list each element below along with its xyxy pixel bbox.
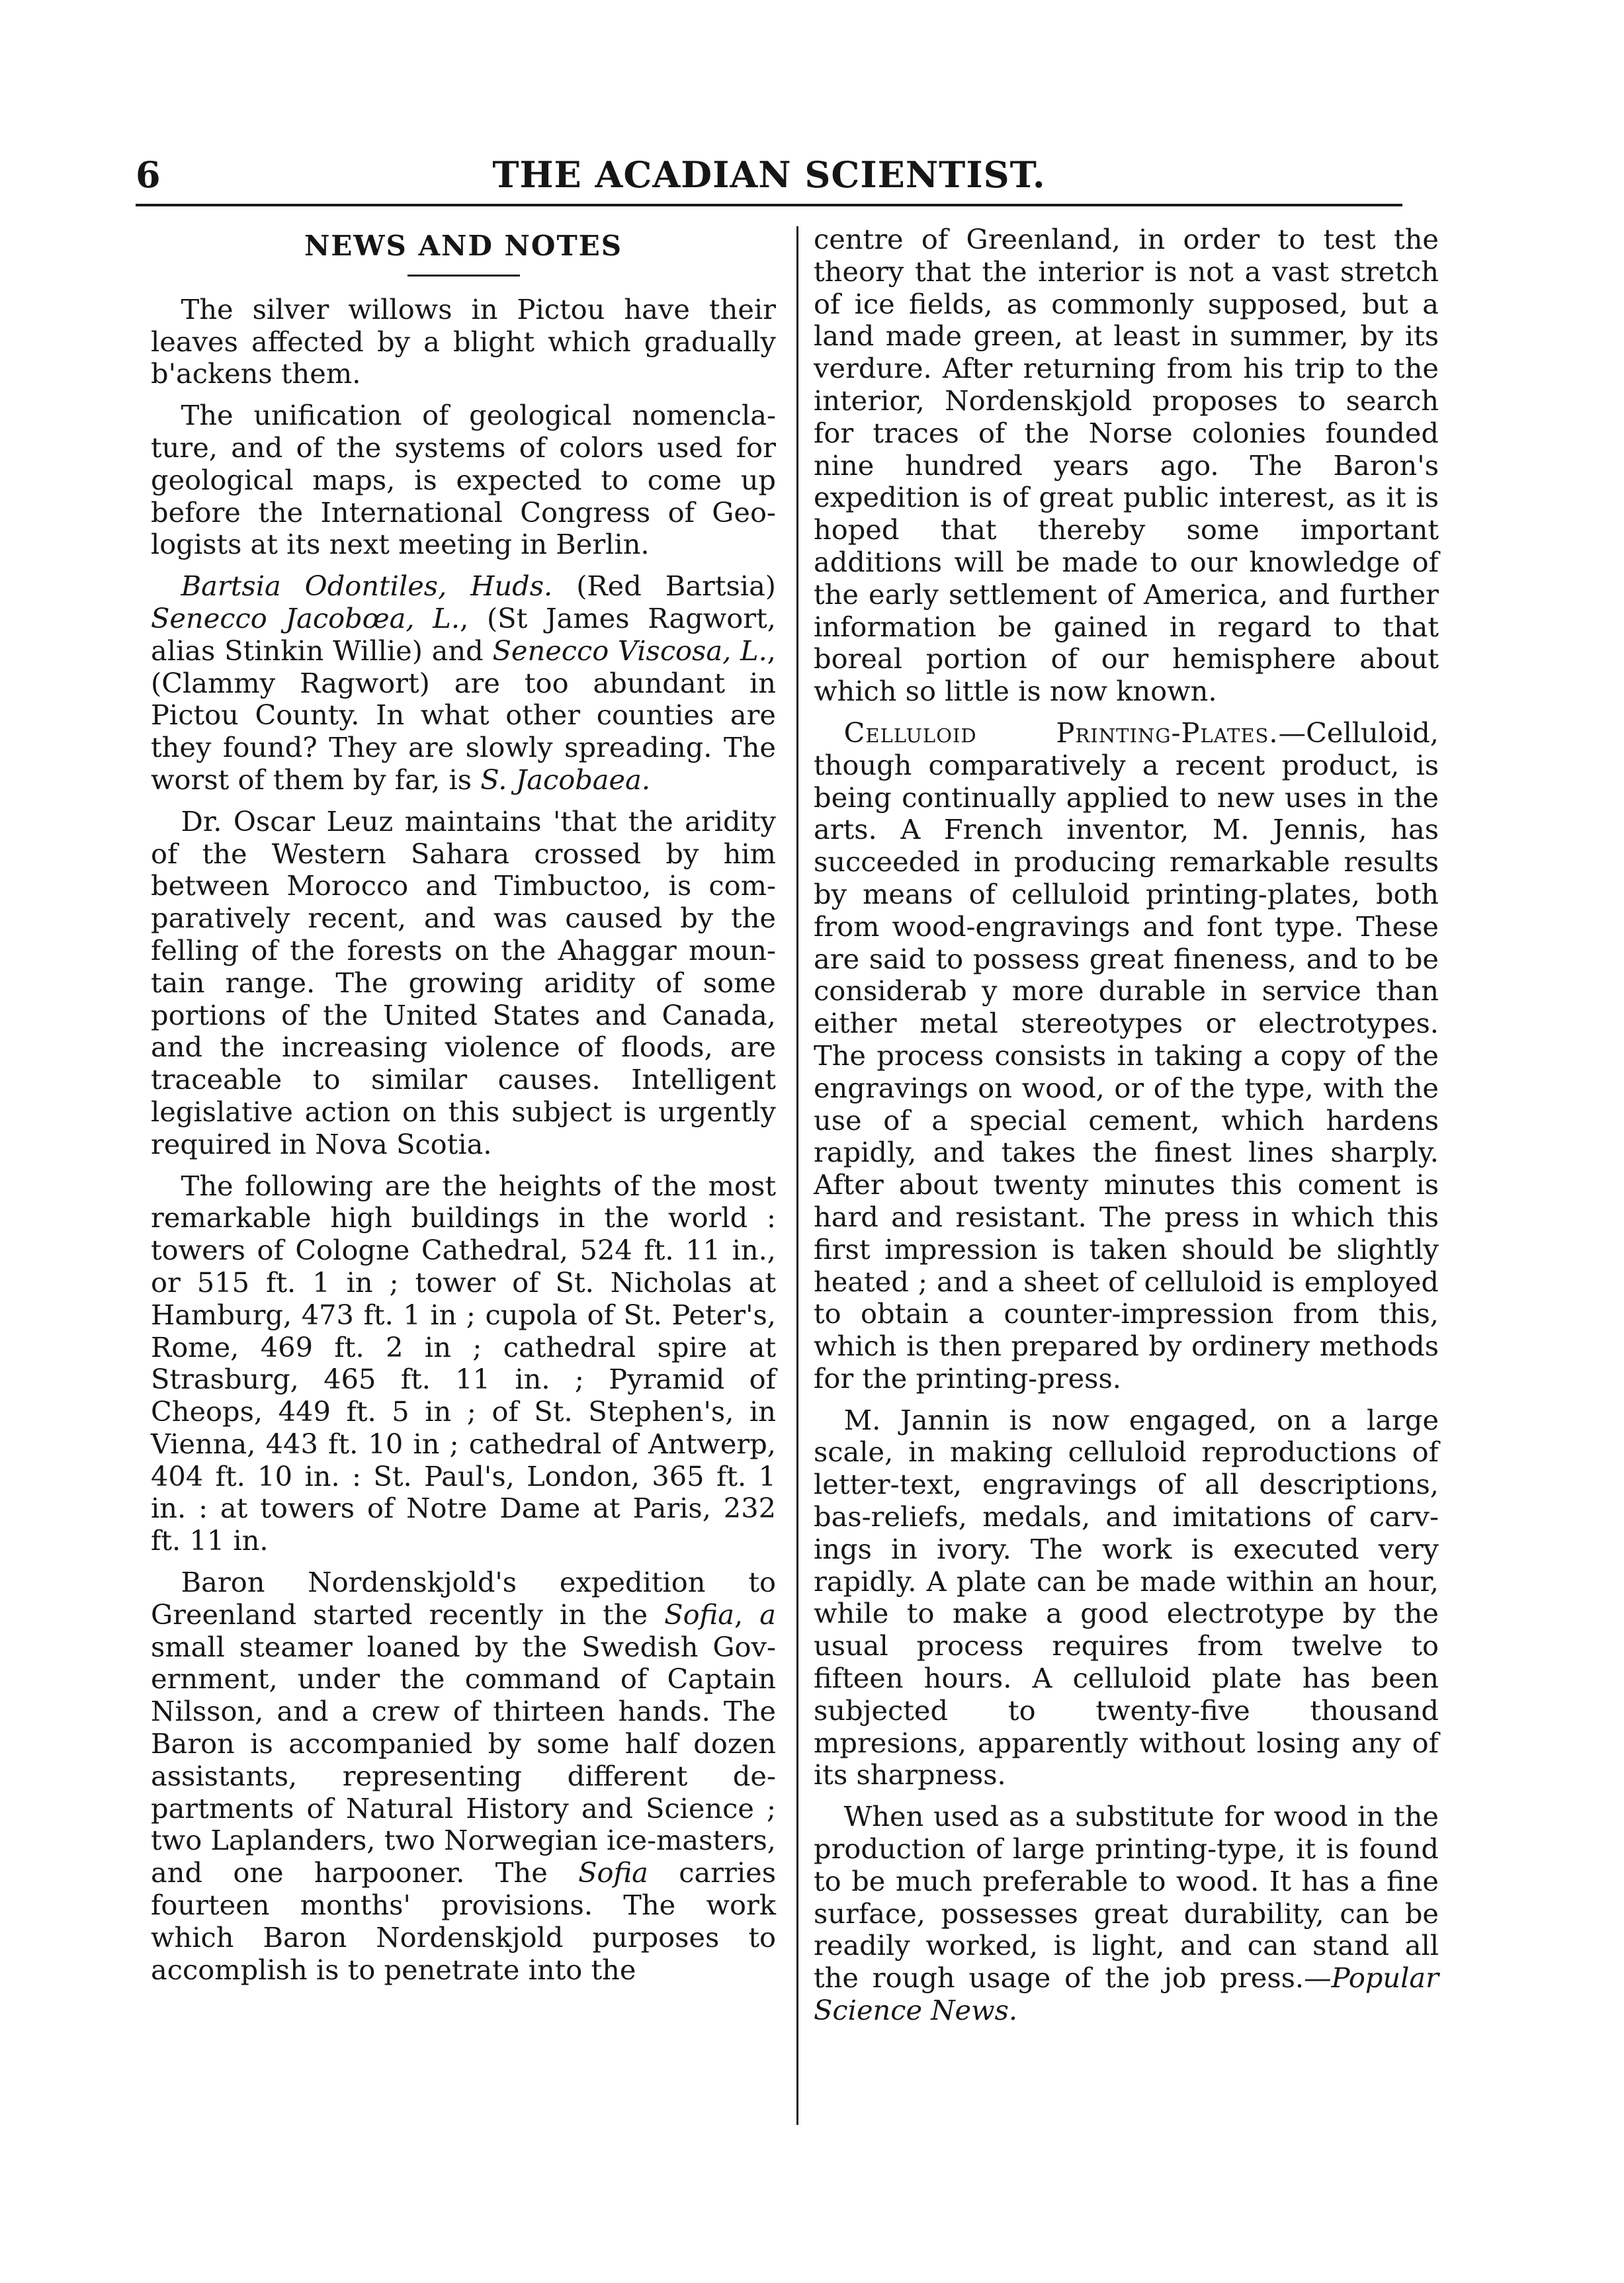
page-number: 6: [136, 153, 161, 196]
paragraph-printing-type: When used as a substitute for wood in the production of large printing-type, it is found to be much preferable to wood. It has a fine surface, possesses great durability, can be readily worked, is light, and can stand all the rough usage of the job press.—Popular Science News.: [814, 1800, 1439, 2027]
ship-name: Sofia: [664, 1598, 734, 1631]
species-bartsia: Bartsia Odontiles, Huds.: [181, 570, 553, 603]
ship-name: Sofia: [578, 1856, 648, 1889]
left-column: [151, 224, 776, 1986]
paragraph-celluloid-plates: Celluloid Printing-Plates.—Celluloid, though comparatively a recent product, is being continually applied to new uses in the arts. A French inventor, M. Jennis, has succeeded in producing remarkable results by means of celluloid printing-plates, both from wood-engravings and font type. These are said to possess great fineness, and to be considerab y more durable in service than either metal stereotypes or electrotypes. The process consists in taking a copy of the engravings on wood, or of the type, with the use of a special cement, which hardens rapidly, and takes the finest lines sharply. After about twenty minutes this coment is hard and resistant. The press in which this first impression is taken should be slightly heated ; and a sheet of celluloid is employed to obtain a counter-impression from this, which is then prepared by ordinery methods for the printing-press.: [814, 716, 1439, 1395]
species-s-jacobaea: S. Jacobaea.: [480, 763, 651, 796]
paragraph-greenland-continued: centre of Greenland, in order to test the theory that the interior is not a vast stretch of ice fields, as commonly supposed, but a land made green, at least in summer, by its verdure. After returning from his trip to the interior, Nordenskjold proposes to search for traces of the Norse colonies founded nine hundred years ago. The Baron's expedition is of great public interest, as it is hoped that thereby some important additions will be made to our knowledge of the early settlement of America, and further information be gained in regard to that boreal portion of our hemisphere about which so little is now known.: [814, 223, 1439, 708]
paragraph-buildings: The following are the heights of the most remarkable high buildings in the world : towers of Cologne Cathedral, 524 ft. 11 in., or 515 ft. 1 in ; tower of St. Nicholas at Hamburg, 473 ft. 1 in ; cupola of St. Peter's, Rome, 469 ft. 2 in ; cathedral spire at Strasburg, 465 ft. 11 in. ; Pyramid of Cheops, 449 ft. 5 in ; of St. Stephen's, in Vienna, 443 ft. 10 in ; cathedral of Antwerp, 404 ft. 10 in. : St. Paul's, London, 365 ft. 1 in. : at towers of Notre Dame at Paris, 232 ft. 11 in.: [151, 1169, 776, 1557]
paragraph-geological-nomenclature: The unification of geological nomenclature, and of the systems of colors used for geological maps, is expected to come up before the International Congress of Geologists at its next meeting in Berlin.: [151, 399, 776, 561]
section-rule: [407, 275, 520, 277]
paragraph-willows: The silver willows in Pictou have their leaves affected by a blight which gradually b'ackens them.: [151, 292, 776, 390]
species-jacobaea: Senecco Jacobœa, L.: [151, 601, 460, 634]
header-rule: [136, 204, 1402, 206]
page-header: [136, 153, 1402, 206]
right-column: [814, 224, 1439, 2027]
article-lead: Celluloid Printing-Plates.: [843, 716, 1279, 749]
species-viscosa: Senecco Viscosa, L.: [492, 634, 767, 667]
section-heading: NEWS AND NOTES: [304, 230, 623, 262]
paragraph-jannin: M. Jannin is now engaged, on a large scale, in making celluloid reproductions of letter-text, engravings of all descriptions, bas-reliefs, medals, and imitations of carvings in ivory. The work is executed very rapidly. A plate can be made within an hour, while to make a good electrotype by the usual process requires from twelve to fifteen hours. A celluloid plate has been subjected to twenty-five thousand mpresions, apparently without losing any of its sharpness.: [814, 1403, 1439, 1791]
source-citation: —Popular Science News.: [814, 1961, 1439, 2027]
journal-title: THE ACADIAN SCIENTIST.: [492, 153, 1046, 196]
paragraph-nordenskjold: Baron Nordenskjold's expedition to Greenland started recently in the Sofia, a small steamer loaned by the Swedish Government, under the command of Captain Nilsson, and a crew of thirteen hands. The Baron is accompanied by some half dozen assistants, representing different departments of Natural History and Science ; two Laplanders, two Norwegian ice-masters, and one harpooner. The Sofia carries fourteen months' provisions. The work which Baron Nordenskjold purposes to accomplish is to penetrate into the: [151, 1566, 776, 1986]
paragraph-sahara: Dr. Oscar Leuz maintains 'that the aridity of the Western Sahara crossed by him between Morocco and Timbuctoo, is comparatively recent, and was caused by the felling of the forests on the Ahaggar mountain range. The growing aridity of some portions of the United States and Canada, and the increasing violence of floods, are traceable to similar causes. Intelligent legislative action on this subject is urgently required in Nova Scotia.: [151, 804, 776, 1160]
paragraph-ragwort: Bartsia Odontiles, Huds. (Red Bartsia) Senecco Jacobœa, L., (St James Ragwort, alias Stinkin Willie) and Senecco Viscosa, L., (Clammy Ragwort) are too abundant in Pictou County. In what other counties are they found? They are slowly spreading. The worst of them by far, is S. Jacobaea.: [151, 570, 776, 796]
column-divider: [796, 226, 798, 2125]
